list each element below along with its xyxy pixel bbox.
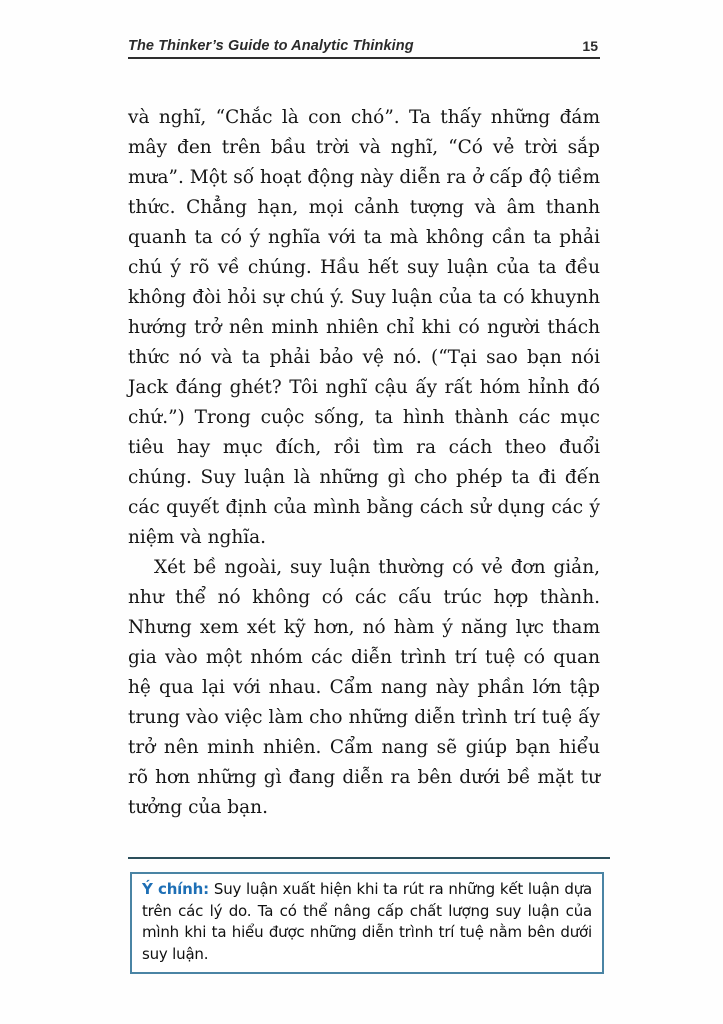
key-idea-box bbox=[130, 872, 604, 974]
key-idea-label: Ý chính: bbox=[142, 880, 209, 898]
running-header bbox=[128, 38, 600, 59]
body-text bbox=[128, 103, 600, 823]
paragraph-2: Xét bề ngoài, suy luận thường có vẻ đơn giản, như thể nó không có các cấu trúc hợp thành. Nhưng xem xét kỹ hơn, nó hàm ý năng lực tham gia vào một nhóm các diễn trình trí tuệ có quan hệ qua lại với nhau. Cẩm nang này phần lớn tập trung vào việc làm cho những diễn trình trí tuệ ấy trở nên minh nhiên. Cẩm nang sẽ giúp bạn hiểu rõ hơn những gì đang diễn ra bên dưới bề mặt tư tưởng của bạn. bbox=[128, 557, 600, 818]
key-idea-top-rule bbox=[128, 857, 610, 859]
running-header-title: The Thinker’s Guide to Analytic Thinking bbox=[128, 38, 414, 54]
paragraph-1: và nghĩ, “Chắc là con chó”. Ta thấy những đám mây đen trên bầu trời và nghĩ, “Có vẻ trời sắp mưa”. Một số hoạt động này diễn ra ở cấp độ tiềm thức. Chẳng hạn, mọi cảnh tượng và âm thanh quanh ta có ý nghĩa với ta mà không cần ta phải chú ý rõ về chúng. Hầu hết suy luận của ta đều không đòi hỏi sự chú ý. Suy luận của ta có khuynh hướng trở nên minh nhiên chỉ khi có người thách thức nó và ta phải bảo vệ nó. (“Tại sao bạn nói Jack đáng ghét? Tôi nghĩ cậu ấy rất hóm hỉnh đó chứ.”) Trong cuộc sống, ta hình thành các mục tiêu hay mục đích, rồi tìm ra cách theo đuổi chúng. Suy luận là những gì cho phép ta đi đến các quyết định của mình bằng cách sử dụng các ý niệm và nghĩa. bbox=[128, 107, 600, 548]
key-idea-text: Suy luận xuất hiện khi ta rút ra những kết luận dựa trên các lý do. Ta có thể nâng cấp chất lượng suy luận của mình khi ta hiểu được những diễn trình trí tuệ nằm bên dưới suy luận. bbox=[142, 880, 592, 963]
page-number: 15 bbox=[582, 38, 598, 54]
